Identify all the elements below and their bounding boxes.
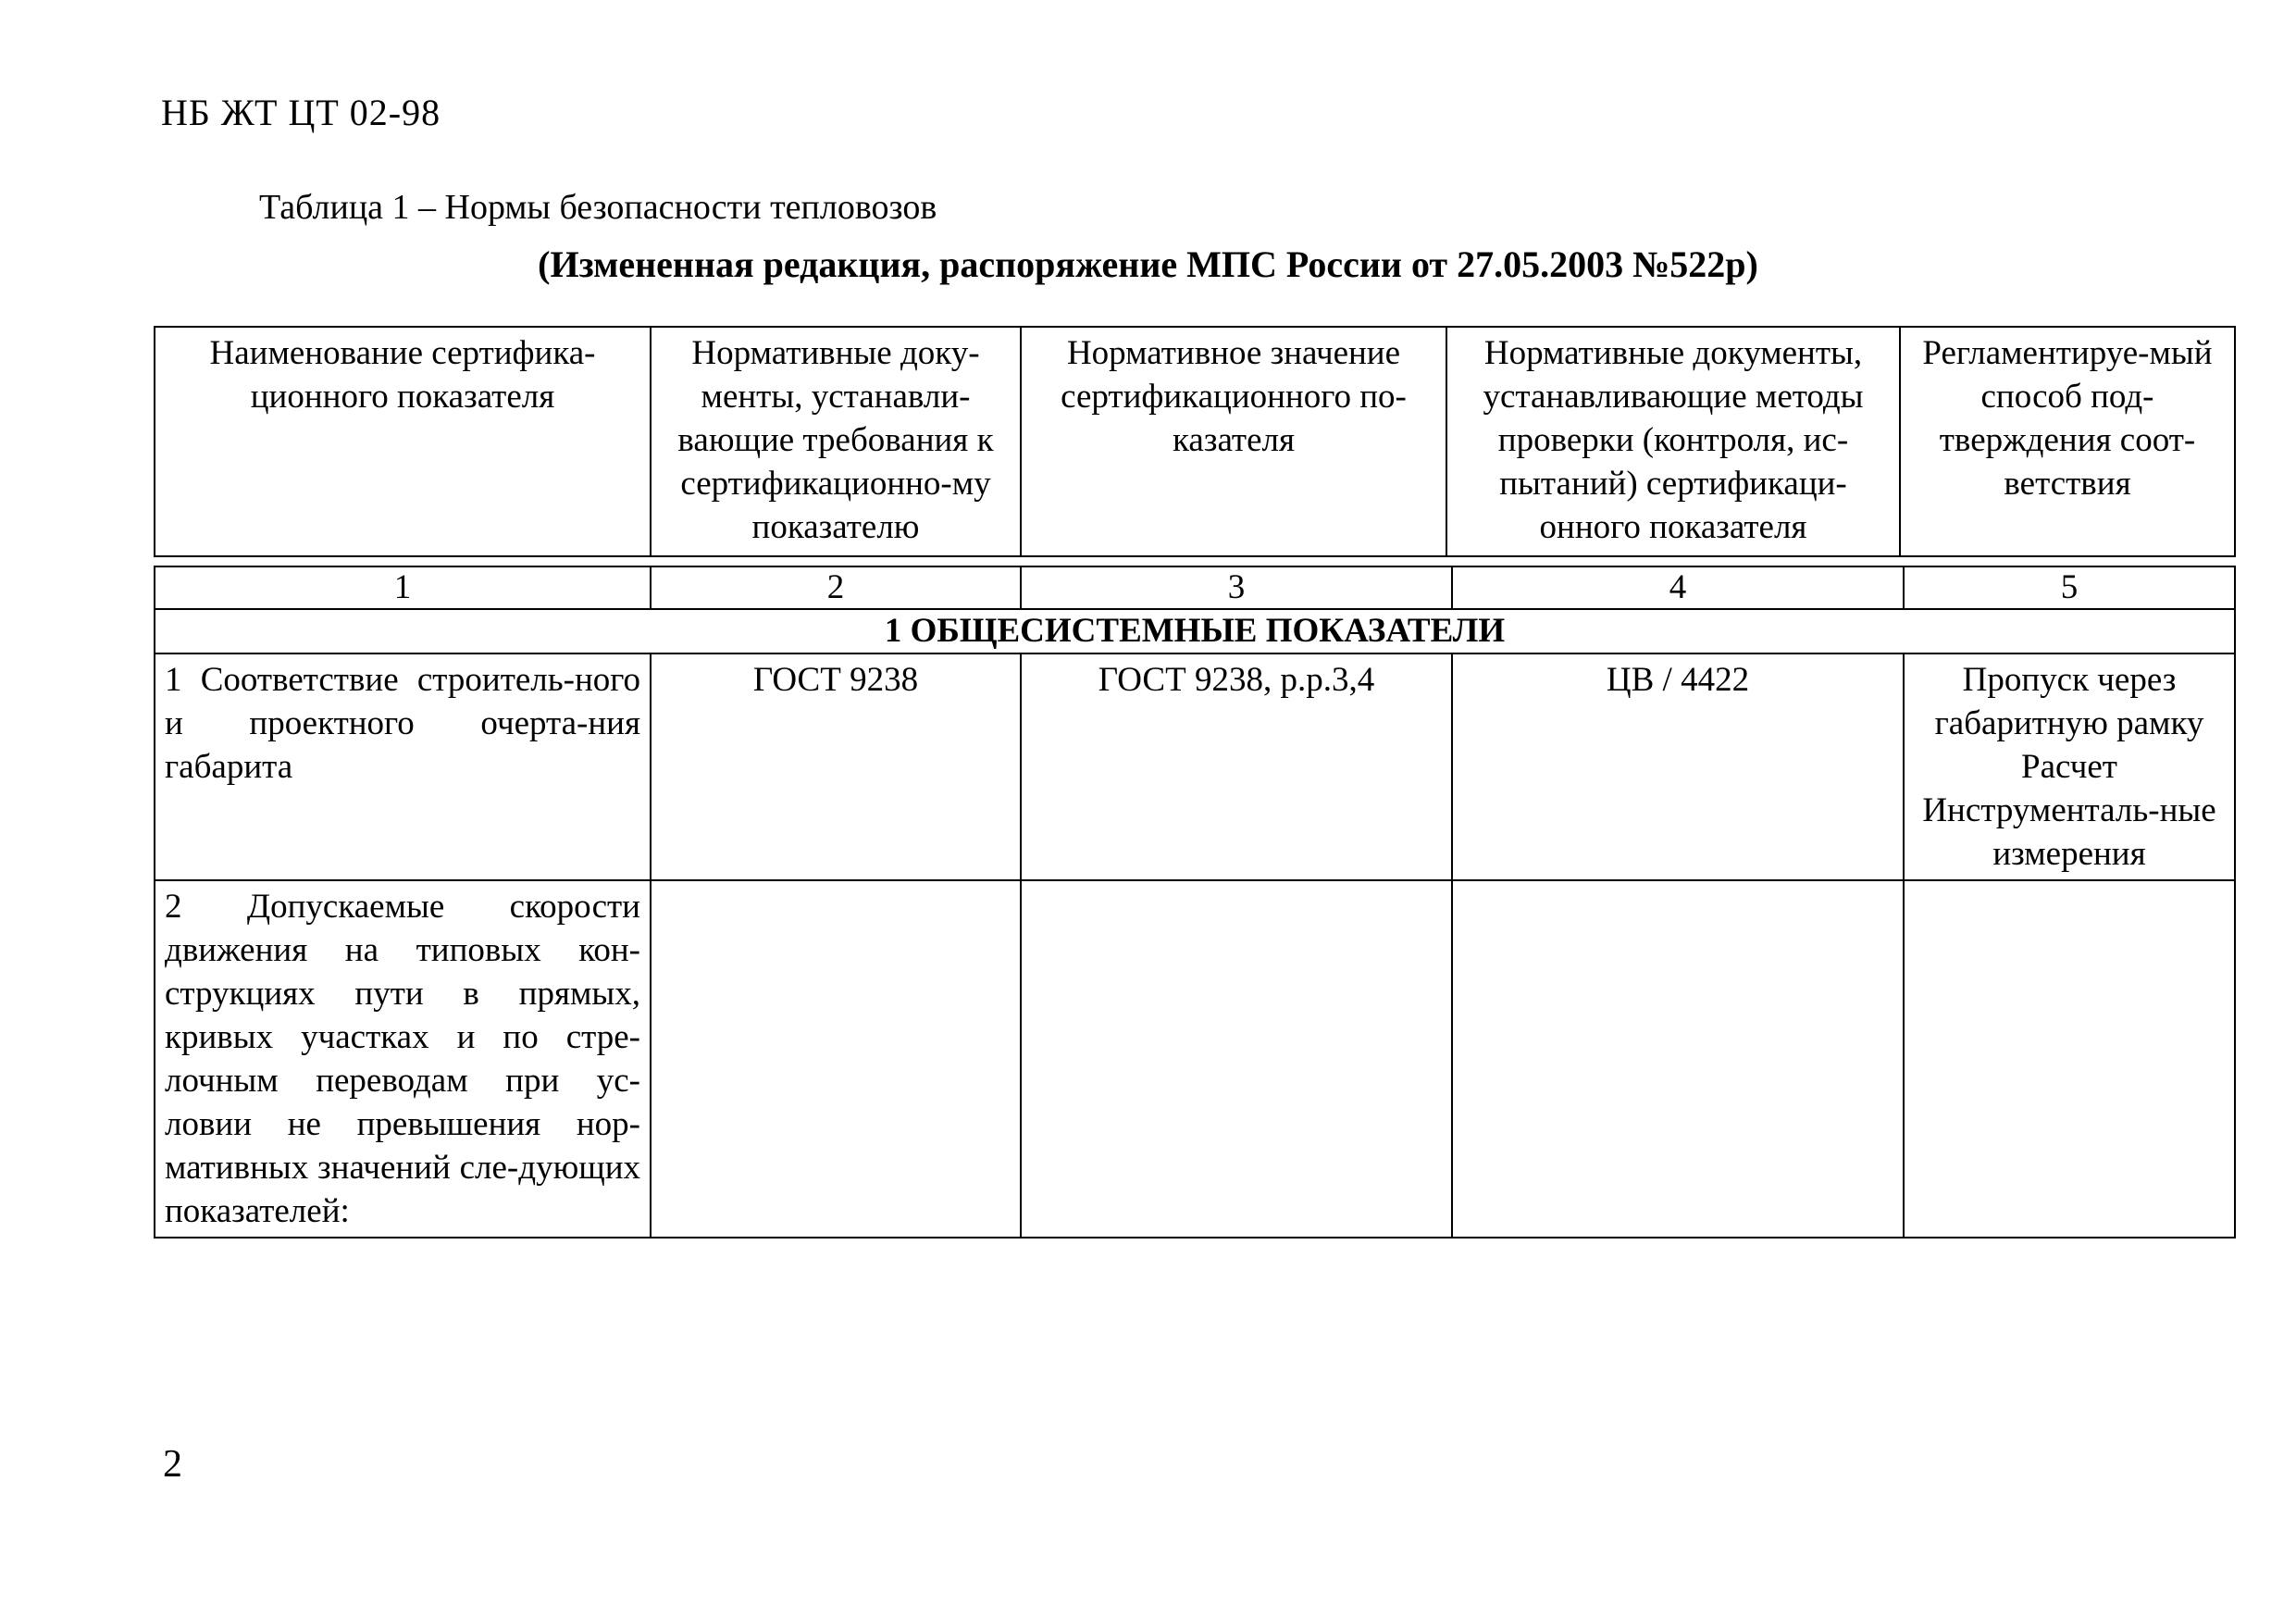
section-row	[155, 609, 2235, 653]
document-code: НБ ЖТ ЦТ 02-98	[161, 92, 441, 133]
table-caption: Таблица 1 – Нормы безопасности тепловозов	[259, 188, 937, 227]
norms-table	[154, 566, 2236, 1238]
column-number: 3	[1021, 566, 1452, 609]
requirement-docs: ГОСТ 9238	[651, 653, 1021, 880]
method-docs	[1452, 880, 1904, 1238]
requirement-docs	[651, 880, 1021, 1238]
conformity-method	[1904, 880, 2235, 1238]
page-number: 2	[163, 1443, 182, 1486]
header-cell-1: Наименование сертифика-ционного показателя	[155, 327, 651, 556]
conformity-method: Пропуск через габаритную рамку Расчет Инструменталь-ные измерения	[1904, 653, 2235, 880]
header-row	[155, 327, 2235, 556]
header-cell-5: Регламентируе-мый способ под-тверждения соот-ветствия	[1900, 327, 2235, 556]
column-number: 1	[155, 566, 651, 609]
table-row	[155, 880, 2235, 1238]
table-row	[155, 653, 2235, 880]
section-title: 1 ОБЩЕСИСТЕМНЫЕ ПОКАЗАТЕЛИ	[155, 609, 2235, 653]
normative-value	[1021, 880, 1452, 1238]
normative-value: ГОСТ 9238, р.р.3,4	[1021, 653, 1452, 880]
column-number: 2	[651, 566, 1021, 609]
column-number: 4	[1452, 566, 1904, 609]
indicator-name: 2 Допускаемые скорости движения на типовых кон-струкциях пути в прямых, кривых участках и по стре-лочным переводам при ус-ловии не превышения нор-мативных значений сле-дующих показателей:	[155, 880, 651, 1238]
indicator-name: 1 Соответствие строитель-ного и проектного очерта-ния габарита	[155, 653, 651, 880]
header-cell-2: Нормативные доку-менты, устанавли-вающие требования к сертификационно-му показателю	[651, 327, 1021, 556]
header-cell-4: Нормативные документы, устанавливающие методы проверки (контроля, ис-пытаний) сертификаци-онного показателя	[1446, 327, 1900, 556]
column-number-row	[155, 566, 2235, 609]
method-docs: ЦВ / 4422	[1452, 653, 1904, 880]
header-table	[154, 326, 2236, 557]
header-cell-3: Нормативное значение сертификационного по-казателя	[1021, 327, 1446, 556]
column-number: 5	[1904, 566, 2235, 609]
amendment-note: (Измененная редакция, распоряжение МПС России от 27.05.2003 №522р)	[538, 243, 1758, 285]
